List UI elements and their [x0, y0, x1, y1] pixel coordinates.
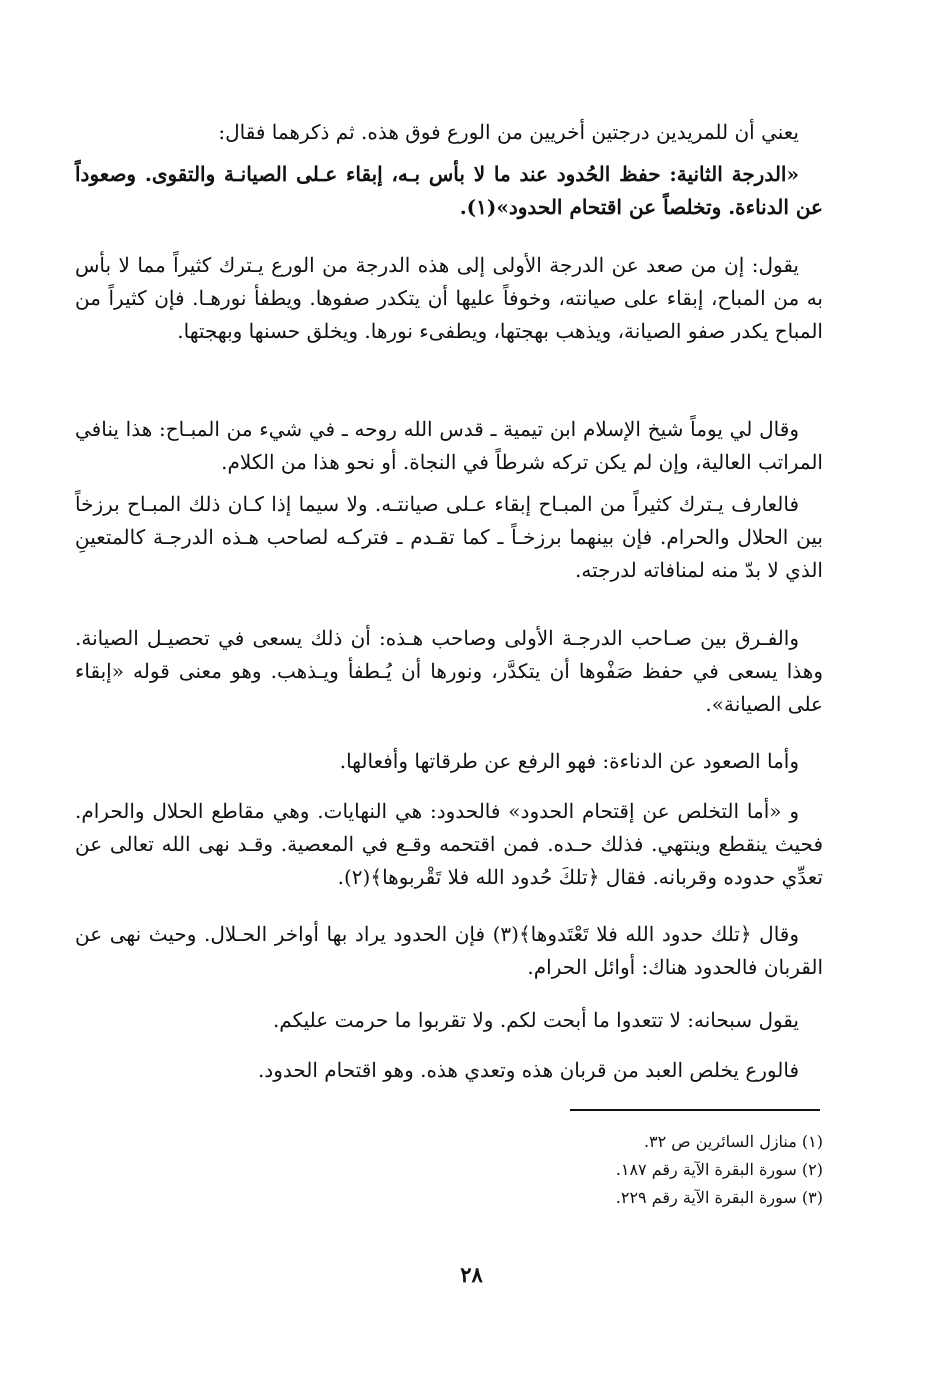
footnote-divider — [570, 1109, 820, 1111]
footnote-3: (٣) سورة البقرة الآية رقم ٢٢٩. — [615, 1188, 823, 1207]
paragraph-the-knower: فالعارف يـترك كثيراً من المبـاح إبقاء عـلى صيانتـه. ولا سيما إذا كـان ذلك المبـاح برزخاً بين الحلال والحرام. فإن بينهما برزخـاً ـ كما تقـدم ـ فتركـه لصاحب هـذه الدرجـة كالمتعينِ الذي لا بدّ منه لمنافاته لدرجته. — [75, 492, 823, 582]
page-number: ٢٨ — [460, 1262, 483, 1287]
footnote-1: (١) منازل السائرين ص ٣٢. — [643, 1132, 823, 1151]
paragraph-ibn-taymiyya: وقال لي يوماً شيخ الإسلام ابن تيمية ـ قدس الله روحه ـ في شيء من المبـاح: هذا ينافي المراتب العالية، وإن لم يكن تركه شرطاً في النجاة. أو نحو هذا من الكلام. — [75, 417, 823, 474]
paragraph-ascending: وأما الصعود عن الدناءة: فهو الرفع عن طرقاتها وأفعالها. — [339, 749, 799, 773]
paragraph-subhanahu: يقول سبحانه: لا تتعدوا ما أبحت لكم. ولا تقربوا ما حرمت عليكم. — [272, 1008, 799, 1032]
paragraph-second-degree-quote: «الدرجة الثانية: حفظ الحُدود عند ما لا بأس بـه، إبقاء عـلى الصيانـة والتقوى. وصعوداً عن الدناءة. وتخلصاً عن اقتحام الحدود»(١). — [75, 162, 823, 219]
paragraph-limits: و «أما التخلص عن إقتحام الحدود» فالحدود: هي النهايات. وهي مقاطع الحلال والحرام. فحيث ينقطع وينتهي. فذلك حـده. فمن اقتحمه وقـع في المعصية. وقـد نهى الله تعالى عن تعدِّي حدوده وقربانه. فقال ﴿تلكَ حُدود الله فلا تَقْربوها﴾(٢). — [75, 799, 823, 889]
footnote-2: (٢) سورة البقرة الآية رقم ١٨٧. — [615, 1160, 823, 1179]
paragraph-quran-verse: وقال ﴿تلك حدود الله فلا تَعْتَدوها﴾(٣) فإن الحدود يراد بها أواخر الحـلال. وحيث نهى عن القربان فالحدود هناك: أوائل الحرام. — [75, 922, 823, 979]
paragraph-intro: يعني أن للمريدين درجتين أخريين من الورع فوق هذه. ثم ذكرهما فقال: — [218, 120, 799, 144]
paragraph-difference: والفـرق بين صـاحب الدرجـة الأولى وصاحب هـذه: أن ذلك يسعى في تحصيـل الصيانة. وهذا يسعى في حفظ صَفْوها أن يتكدَّر، ونورها أن يُـطفأ ويـذهب. وهو معنى قوله «إبقاء على الصيانة». — [75, 626, 823, 716]
paragraph-conclusion: فالورع يخلص العبد من قربان هذه وتعدي هذه. وهو اقتحام الحدود. — [257, 1058, 799, 1082]
paragraph-explanation: يقول: إن من صعد عن الدرجة الأولى إلى هذه الدرجة من الورع يـترك كثيراً مما لا بأس به من المباح، إبقاء على صيانته، وخوفاً عليها أن يتكدر صفوها. ويطفأ نورهـا. فإن كثيراً من المباح يكدر صفو الصيانة، ويذهب بهجتها، ويطفىء نورها. ويخلق حسنها وبهجتها. — [75, 253, 823, 343]
